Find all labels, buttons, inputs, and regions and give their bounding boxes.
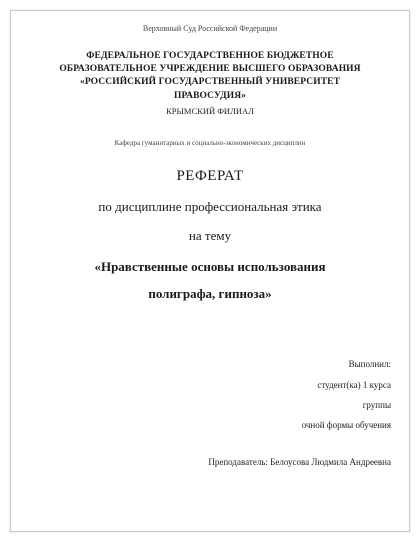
topic-line-1: «Нравственные основы использования <box>94 259 326 274</box>
teacher-line: Преподаватель: Белоусова Людмила Андреевна <box>208 457 391 467</box>
institution-line-1: ФЕДЕРАЛЬНОЕ ГОСУДАРСТВЕННОЕ БЮДЖЕТНОЕ <box>86 51 334 61</box>
document-page <box>10 10 410 532</box>
court-header: Верховный Суд Российской Федерации <box>142 24 278 33</box>
subject-line: по дисциплине профессиональная этика <box>98 199 322 214</box>
department-name: Кафедра гуманитарных и социально-экономических дисциплин <box>114 139 306 147</box>
on-topic-label: на тему <box>188 228 232 243</box>
institution-line-2: ОБРАЗОВАТЕЛЬНОЕ УЧРЕЖДЕНИЕ ВЫСШЕГО ОБРАЗОВАНИЯ <box>59 64 361 74</box>
institution-line-3: «РОССИЙСКИЙ ГОСУДАРСТВЕННЫЙ УНИВЕРСИТЕТ <box>79 77 341 87</box>
student-group: группы <box>362 400 391 410</box>
document-title: РЕФЕРАТ <box>176 168 244 184</box>
topic-line-2: полиграфа, гипноза» <box>148 286 272 301</box>
institution-line-4: ПРАВОСУДИЯ» <box>173 91 247 101</box>
branch-name: КРЫМСКИЙ ФИЛИАЛ <box>166 106 254 116</box>
student-study-form: очной формы обучения <box>301 420 391 430</box>
completed-label: Выполнил: <box>348 359 391 369</box>
student-course: студент(ка) 1 курса <box>317 380 391 390</box>
